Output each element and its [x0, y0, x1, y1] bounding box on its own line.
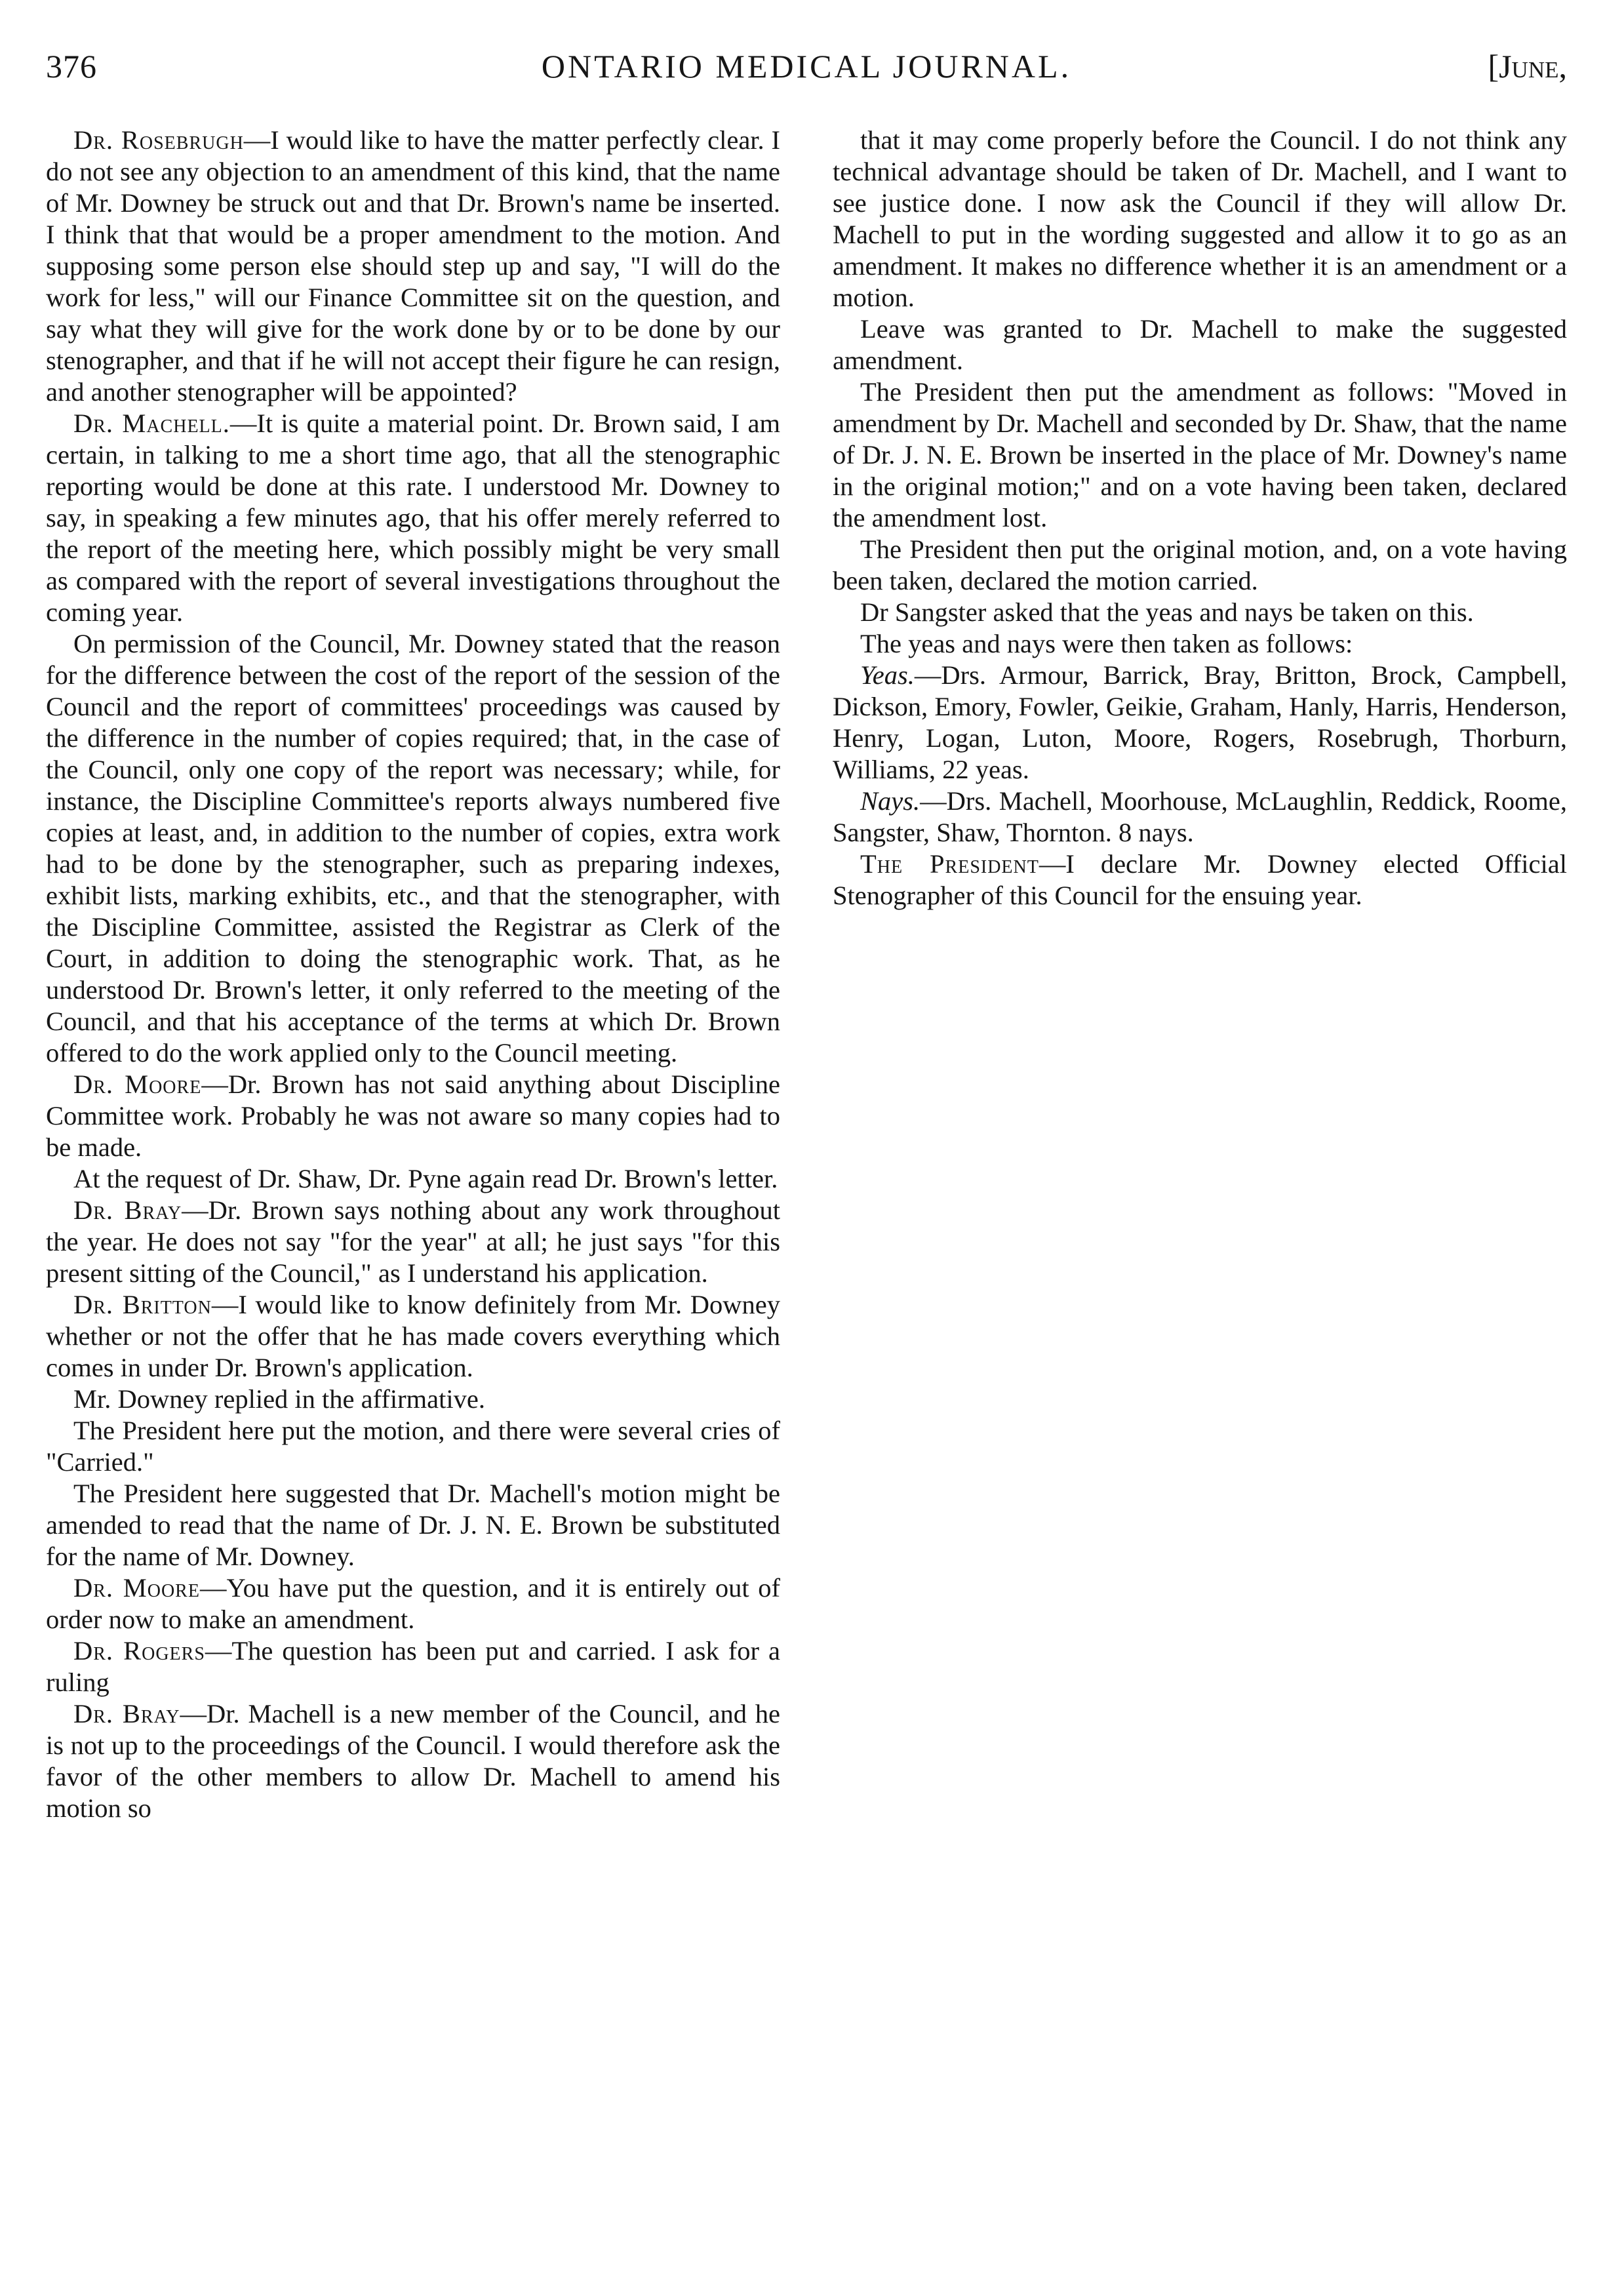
paragraph-text: Dr Sangster asked that the yeas and nays be taken on this. [860, 597, 1474, 627]
speaker-name: Dr. Moore [73, 1069, 202, 1099]
paragraph-text: At the request of Dr. Shaw, Dr. Pyne again read Dr. Brown's letter. [73, 1164, 778, 1193]
paragraph-text: Mr. Downey replied in the affirmative. [73, 1384, 485, 1414]
speaker-name: Dr. Bray [73, 1195, 182, 1225]
paragraph [833, 376, 1567, 534]
page-header [46, 47, 1567, 93]
paragraph-text: The President then put the original motion, and, on a vote having been taken, declared the motion carried. [833, 534, 1567, 595]
paragraph [46, 1384, 780, 1415]
speaker-name: Dr. Machell. [73, 409, 230, 438]
paragraph [46, 1572, 780, 1635]
paragraph-text: —I would like to know definitely from Mr. Downey whether or not the offer that he has made covers everything which comes in under Dr. Brown's application. [46, 1290, 780, 1382]
paragraph-text: The President then put the amendment as follows: "Moved in amendment by Dr. Machell and seconded by Dr. Shaw, that the name of Dr. J. N. E. Brown be inserted in the place of Mr. Downey's name in the original motion;" and on a vote having been taken, declared the amendment lost. [833, 377, 1567, 532]
paragraph [46, 1635, 780, 1698]
paragraph [46, 125, 780, 408]
speaker-name: Dr. Moore [73, 1573, 200, 1603]
paragraph-text: that it may come properly before the Council. I do not think any technical advantage should be taken of Dr. Machell, and I want to see justice done. I now ask the Council if they will allow Dr. Machell to put in the wording suggested and allow it to go as an amendment. It makes no difference whether it is an amendment or a motion. [833, 125, 1567, 312]
paragraph [46, 628, 780, 1069]
paragraph-text: —The question has been put and carried. I ask for a ruling [46, 1636, 780, 1697]
vote-label: Yeas. [860, 660, 915, 690]
journal-title: ONTARIO MEDICAL JOURNAL. [541, 48, 1072, 85]
paragraph [46, 1698, 780, 1824]
left-column [46, 125, 780, 2249]
paragraph-text: —Drs. Armour, Barrick, Bray, Britton, Brock, Campbell, Dickson, Emory, Fowler, Geikie, Graham, Hanly, Harris, Henderson, Henry, Logan, Luton, Moore, Rogers, Rosebrugh, Thorburn, Williams, 22 yeas. [833, 660, 1567, 784]
paragraph [833, 313, 1567, 376]
speaker-name: Dr. Britton [73, 1290, 212, 1319]
paragraph-text: The President here suggested that Dr. Machell's motion might be amended to read that the name of Dr. J. N. E. Brown be substituted for the name of Mr. Downey. [46, 1479, 780, 1571]
paragraph [46, 1195, 780, 1289]
right-column [833, 125, 1567, 2249]
paragraph [46, 1069, 780, 1163]
paragraph-text: Leave was granted to Dr. Machell to make the suggested amendment. [833, 314, 1567, 375]
speaker-name: Dr. Rogers [73, 1636, 205, 1666]
paragraph [833, 786, 1567, 848]
speaker-name: Dr. Rosebrugh [73, 125, 244, 155]
paragraph [46, 408, 780, 628]
paragraph-text: —Dr. Machell is a new member of the Council, and he is not up to the proceedings of the Council. I would therefore ask the favor of the other members to allow Dr. Machell to amend his motion so [46, 1699, 780, 1823]
paragraph-text: —I declare Mr. Downey elected Official Stenographer of this Council for the ensuing year. [833, 849, 1567, 910]
article-body [46, 125, 1567, 2249]
paragraph-text: The yeas and nays were then taken as follows: [860, 629, 1353, 658]
paragraph-text: —Dr. Brown has not said anything about Discipline Committee work. Probably he was not aware so many copies had to be made. [46, 1069, 780, 1162]
paragraph [46, 1289, 780, 1384]
paragraph-text: The President here put the motion, and there were several cries of "Carried." [46, 1416, 780, 1477]
vote-label: Nays. [860, 786, 921, 816]
paragraph [46, 1163, 780, 1195]
paragraph [833, 660, 1567, 786]
paragraph [833, 597, 1567, 628]
paragraph-text: —Dr. Brown says nothing about any work throughout the year. He does not say "for the year" at all; he just says "for this present sitting of the Council," as I understand his application. [46, 1195, 780, 1288]
paragraph-text: —It is quite a material point. Dr. Brown said, I am certain, in talking to me a short time ago, that all the stenographic reporting would be done at this rate. I understood Mr. Downey to say, in speaking a few minutes ago, that his offer merely referred to the report of the meeting here, which possibly might be very small as compared with the report of several investigations throughout the coming year. [46, 409, 780, 627]
paragraph [46, 1478, 780, 1572]
paragraph [46, 1415, 780, 1478]
page-number: 376 [46, 48, 97, 85]
paragraph-text: —I would like to have the matter perfectly clear. I do not see any objection to an amendment of this kind, that the name of Mr. Downey be struck out and that Dr. Brown's name be inserted. I think that that would be a proper amendment to the motion. And supposing some person else should step up and say, "I will do the work for less," will our Finance Committee sit on the question, and say what they will give for the work done by or to be done by our stenographer, and that if he will not accept their figure he can resign, and another stenographer will be appointed? [46, 125, 780, 407]
paragraph-text: —Drs. Machell, Moorhouse, McLaughlin, Reddick, Roome, Sangster, Shaw, Thornton. 8 nays. [833, 786, 1567, 847]
paragraph [833, 125, 1567, 313]
paragraph [833, 848, 1567, 911]
month-label: [June, [1488, 48, 1567, 85]
paragraph-text: —You have put the question, and it is entirely out of order now to make an amendment. [46, 1573, 780, 1634]
paragraph [833, 628, 1567, 660]
speaker-name: The President [860, 849, 1039, 879]
paragraph-text: On permission of the Council, Mr. Downey stated that the reason for the difference between the cost of the report of the session of the Council and the report of committees' proceedings was caused by the difference in the number of copies required; that, in the case of the Council, only one copy of the report was necessary; while, for instance, the Discipline Committee's reports always numbered five copies at least, and, in addition to the number of copies, extra work had to be done by the stenographer, such as preparing indexes, exhibit lists, marking exhibits, etc., and that the stenographer, with the Discipline Committee, assisted the Registrar as Clerk of the Court, in addition to doing the stenographic work. That, as he understood Dr. Brown's letter, it only referred to the meeting of the Council, and that his acceptance of the terms at which Dr. Brown offered to do the work applied only to the Council meeting. [46, 629, 780, 1067]
speaker-name: Dr. Bray [73, 1699, 180, 1728]
paragraph [833, 534, 1567, 597]
